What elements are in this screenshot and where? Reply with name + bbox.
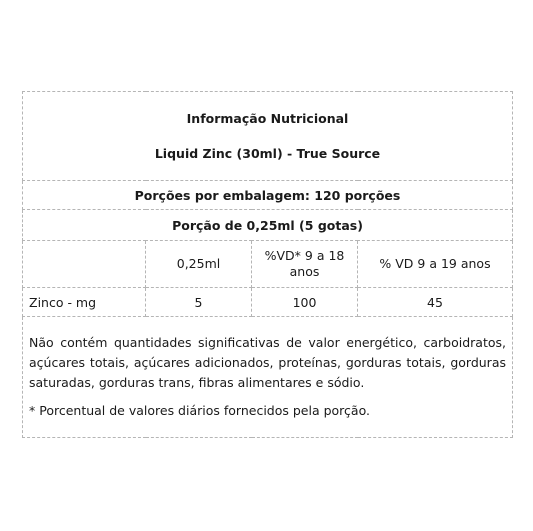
column-header-vd-9-19: % VD 9 a 19 anos (358, 241, 513, 288)
portions-per-package: Porções por embalagem: 120 porções (23, 181, 513, 210)
serving-size: Porção de 0,25ml (5 gotas) (23, 210, 513, 241)
nutrition-facts-table (22, 91, 513, 438)
table-title: Informação Nutricional (186, 110, 349, 126)
table-row (23, 288, 513, 317)
column-header-vd-9-18: %VD* 9 a 18 anos (252, 241, 358, 288)
title-row (23, 92, 513, 181)
product-name: Liquid Zinc (30ml) - True Source (154, 145, 381, 161)
column-header-nutrient (23, 241, 146, 288)
nutrient-name: Zinco - mg (23, 288, 146, 317)
nutrient-vd-9-19: 45 (358, 288, 513, 317)
serving-row (23, 210, 513, 241)
column-header-amount: 0,25ml (146, 241, 252, 288)
nutrient-vd-9-18: 100 (252, 288, 358, 317)
notes-row (23, 317, 513, 438)
column-header-row (23, 241, 513, 288)
daily-value-footnote: * Porcentual de valores diários fornecidos pela porção. (29, 403, 370, 418)
notes-cell (23, 317, 513, 438)
portions-row (23, 181, 513, 210)
insignificant-amounts-note: Não contém quantidades significativas de valor energético, carboidratos, açúcares totais, açúcares adicionados, proteínas, gorduras totais, gorduras saturadas, gorduras trans, fibras alimentares e sódio. (29, 335, 506, 390)
title-cell (23, 92, 513, 181)
nutrient-amount: 5 (146, 288, 252, 317)
